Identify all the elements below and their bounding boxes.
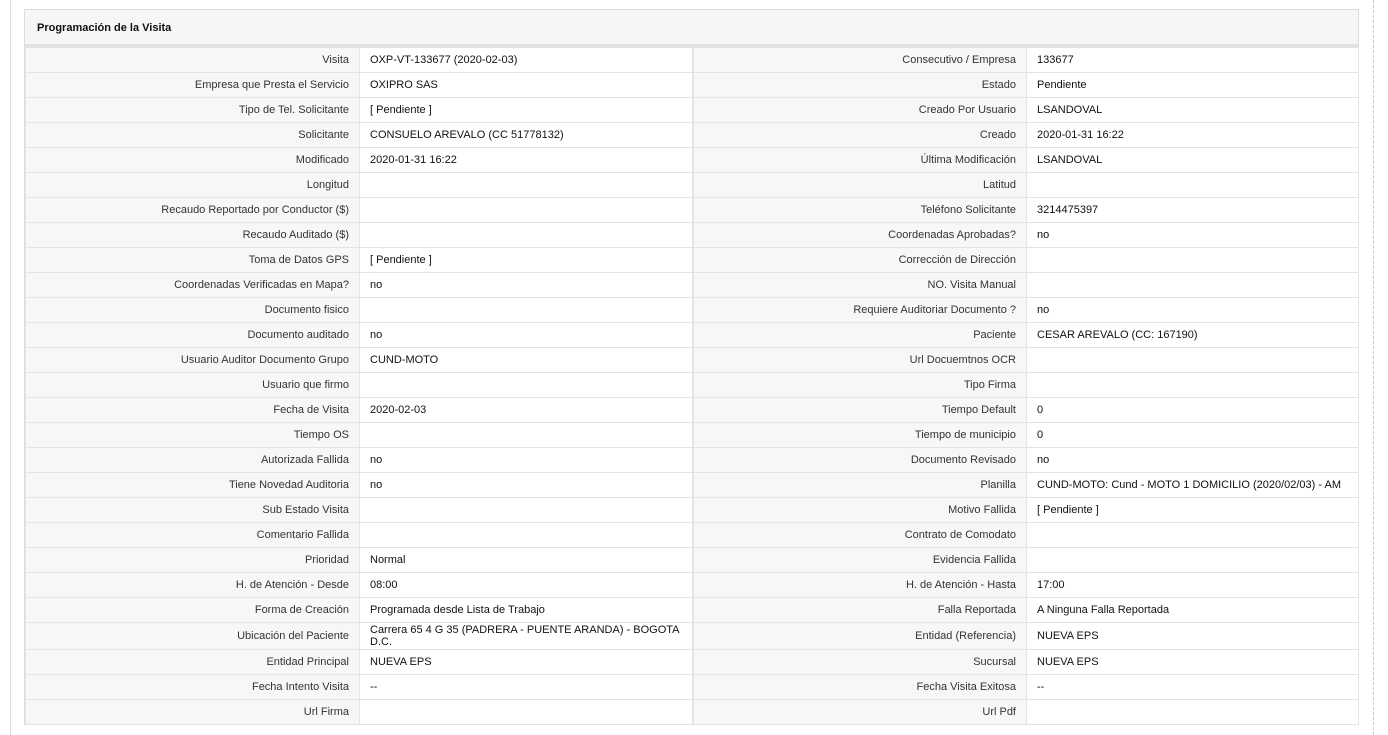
field-value: [ Pendiente ]	[360, 98, 693, 123]
field-label: Teléfono Solicitante	[693, 198, 1027, 223]
field-label: Sub Estado Visita	[26, 498, 360, 523]
field-label: NO. Visita Manual	[693, 273, 1027, 298]
field-value: no	[360, 273, 693, 298]
field-label: Estado	[693, 73, 1027, 98]
field-value: NUEVA EPS	[1027, 650, 1359, 675]
field-label: Tiene Novedad Auditoria	[26, 473, 360, 498]
field-label: Paciente	[693, 323, 1027, 348]
field-value	[360, 373, 693, 398]
field-value	[360, 223, 693, 248]
panel-title: Programación de la Visita	[25, 10, 1358, 47]
field-value	[360, 298, 693, 323]
field-value	[360, 498, 693, 523]
field-value: Pendiente	[1027, 73, 1359, 98]
table-row	[26, 473, 1359, 498]
field-value: --	[1027, 675, 1359, 700]
field-label: Contrato de Comodato	[693, 523, 1027, 548]
field-label: Empresa que Presta el Servicio	[26, 73, 360, 98]
table-row	[26, 123, 1359, 148]
field-label: H. de Atención - Hasta	[693, 573, 1027, 598]
table-row	[26, 423, 1359, 448]
field-value: LSANDOVAL	[1027, 98, 1359, 123]
table-row	[26, 198, 1359, 223]
field-label: Autorizada Fallida	[26, 448, 360, 473]
field-label: Comentario Fallida	[26, 523, 360, 548]
field-label: Recaudo Reportado por Conductor ($)	[26, 198, 360, 223]
field-value: Normal	[360, 548, 693, 573]
field-label: Url Docuemtnos OCR	[693, 348, 1027, 373]
field-value: [ Pendiente ]	[360, 248, 693, 273]
table-row	[26, 398, 1359, 423]
table-row	[26, 548, 1359, 573]
field-value: Programada desde Lista de Trabajo	[360, 598, 693, 623]
field-value: [ Pendiente ]	[1027, 498, 1359, 523]
field-label: Documento Revisado	[693, 448, 1027, 473]
table-row	[26, 650, 1359, 675]
field-value: 3214475397	[1027, 198, 1359, 223]
field-label: Documento auditado	[26, 323, 360, 348]
field-label: Recaudo Auditado ($)	[26, 223, 360, 248]
field-label: Usuario Auditor Documento Grupo	[26, 348, 360, 373]
table-row	[26, 173, 1359, 198]
field-label: Url Firma	[26, 700, 360, 725]
field-label: Motivo Fallida	[693, 498, 1027, 523]
field-value	[1027, 373, 1359, 398]
table-row	[26, 98, 1359, 123]
field-value: no	[360, 473, 693, 498]
table-row	[26, 348, 1359, 373]
field-label: Sucursal	[693, 650, 1027, 675]
table-row	[26, 48, 1359, 73]
field-value	[360, 173, 693, 198]
field-value: CESAR AREVALO (CC: 167190)	[1027, 323, 1359, 348]
field-value	[1027, 348, 1359, 373]
table-row	[26, 623, 1359, 650]
field-value: --	[360, 675, 693, 700]
field-value	[360, 198, 693, 223]
field-label: Tipo Firma	[693, 373, 1027, 398]
field-label: Tiempo OS	[26, 423, 360, 448]
field-value: CUND-MOTO: Cund - MOTO 1 DOMICILIO (2020/02/03) - AM	[1027, 473, 1359, 498]
field-value: 08:00	[360, 573, 693, 598]
table-row	[26, 223, 1359, 248]
field-value	[360, 523, 693, 548]
table-row	[26, 498, 1359, 523]
field-label: Entidad Principal	[26, 650, 360, 675]
field-label: Prioridad	[26, 548, 360, 573]
field-value	[360, 700, 693, 725]
field-label: Consecutivo / Empresa	[693, 48, 1027, 73]
field-value	[360, 423, 693, 448]
table-row	[26, 700, 1359, 725]
field-value: 2020-01-31 16:22	[1027, 123, 1359, 148]
field-label: Coordenadas Verificadas en Mapa?	[26, 273, 360, 298]
field-value: OXP-VT-133677 (2020-02-03)	[360, 48, 693, 73]
field-label: Entidad (Referencia)	[693, 623, 1027, 650]
field-label: Tiempo de municipio	[693, 423, 1027, 448]
visit-details-table	[25, 47, 1359, 725]
field-label: Longitud	[26, 173, 360, 198]
field-value: no	[360, 448, 693, 473]
field-value: no	[1027, 298, 1359, 323]
field-value	[1027, 273, 1359, 298]
field-label: Falla Reportada	[693, 598, 1027, 623]
field-value	[1027, 248, 1359, 273]
dashed-divider	[1373, 0, 1374, 735]
table-row	[26, 323, 1359, 348]
field-value	[1027, 523, 1359, 548]
table-row	[26, 573, 1359, 598]
table-row	[26, 675, 1359, 700]
field-label: Tipo de Tel. Solicitante	[26, 98, 360, 123]
field-value: NUEVA EPS	[360, 650, 693, 675]
field-label: H. de Atención - Desde	[26, 573, 360, 598]
field-value: 0	[1027, 423, 1359, 448]
field-label: Fecha Intento Visita	[26, 675, 360, 700]
field-value: no	[1027, 448, 1359, 473]
field-value: 0	[1027, 398, 1359, 423]
field-label: Tiempo Default	[693, 398, 1027, 423]
field-value: Carrera 65 4 G 35 (PADRERA - PUENTE ARANDA) - BOGOTA D.C.	[360, 623, 693, 650]
field-label: Creado	[693, 123, 1027, 148]
field-label: Visita	[26, 48, 360, 73]
field-label: Solicitante	[26, 123, 360, 148]
field-label: Modificado	[26, 148, 360, 173]
field-value: 2020-01-31 16:22	[360, 148, 693, 173]
field-label: Última Modificación	[693, 148, 1027, 173]
field-label: Forma de Creación	[26, 598, 360, 623]
visit-schedule-panel	[24, 9, 1359, 725]
table-row	[26, 598, 1359, 623]
field-label: Fecha Visita Exitosa	[693, 675, 1027, 700]
field-label: Creado Por Usuario	[693, 98, 1027, 123]
field-label: Toma de Datos GPS	[26, 248, 360, 273]
table-row	[26, 523, 1359, 548]
field-value: LSANDOVAL	[1027, 148, 1359, 173]
table-row	[26, 373, 1359, 398]
field-value: OXIPRO SAS	[360, 73, 693, 98]
field-label: Planilla	[693, 473, 1027, 498]
field-value: 133677	[1027, 48, 1359, 73]
table-row	[26, 248, 1359, 273]
field-value	[1027, 173, 1359, 198]
table-row	[26, 73, 1359, 98]
table-row	[26, 448, 1359, 473]
field-label: Url Pdf	[693, 700, 1027, 725]
field-value: 17:00	[1027, 573, 1359, 598]
field-value: no	[1027, 223, 1359, 248]
table-row	[26, 273, 1359, 298]
field-label: Evidencia Fallida	[693, 548, 1027, 573]
table-row	[26, 298, 1359, 323]
field-value: CONSUELO AREVALO (CC 51778132)	[360, 123, 693, 148]
field-value: A Ninguna Falla Reportada	[1027, 598, 1359, 623]
field-value: NUEVA EPS	[1027, 623, 1359, 650]
field-value	[1027, 700, 1359, 725]
field-value: 2020-02-03	[360, 398, 693, 423]
field-label: Documento fisico	[26, 298, 360, 323]
field-label: Fecha de Visita	[26, 398, 360, 423]
table-row	[26, 148, 1359, 173]
field-label: Coordenadas Aprobadas?	[693, 223, 1027, 248]
field-label: Latitud	[693, 173, 1027, 198]
field-value	[1027, 548, 1359, 573]
field-value: CUND-MOTO	[360, 348, 693, 373]
field-label: Corrección de Dirección	[693, 248, 1027, 273]
field-label: Requiere Auditoriar Documento ?	[693, 298, 1027, 323]
field-label: Usuario que firmo	[26, 373, 360, 398]
field-label: Ubicación del Paciente	[26, 623, 360, 650]
field-value: no	[360, 323, 693, 348]
